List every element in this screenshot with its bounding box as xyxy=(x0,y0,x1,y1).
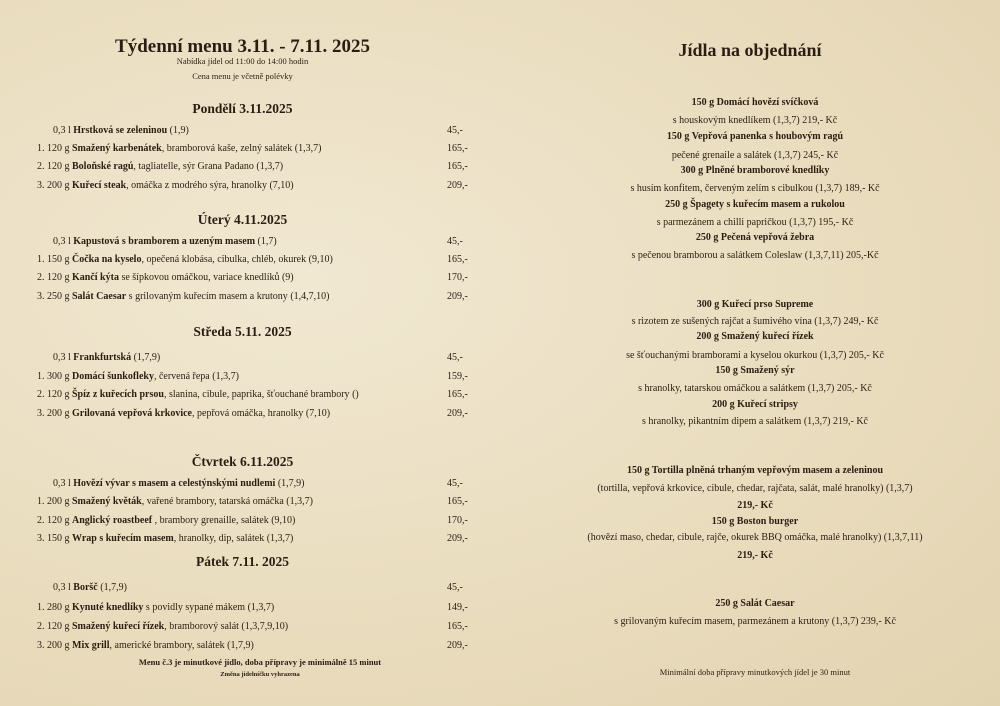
item-portion: 2. 120 g xyxy=(37,515,70,526)
item-description: , červená řepa xyxy=(153,371,210,382)
item-portion: 0,3 l xyxy=(53,582,71,593)
dish-description: s husím konfitem, červeným zelím s cibulkou (1,3,7) 189,- Kč xyxy=(630,183,880,194)
item-allergens: (9,10) xyxy=(271,515,296,526)
item-price: 45,- xyxy=(447,125,463,136)
dish-title: 200 g Kuřecí stripsy xyxy=(712,399,798,410)
item-allergens: (7,10) xyxy=(269,180,294,191)
dish-description: s hranolky, tatarskou omáčkou a salátkem (1,3,7) 205,- Kč xyxy=(638,383,872,394)
item-name: Smažený květák xyxy=(72,496,142,507)
soup-item xyxy=(53,478,500,492)
menu-change-note: Změna jídelníčku vyhrazena xyxy=(220,671,300,678)
item-allergens: (1,7,9) xyxy=(100,582,127,593)
item-description: , hranolky, dip, salátek xyxy=(173,533,265,544)
item-description: , bramborový salát xyxy=(164,621,239,632)
order-menu-column xyxy=(500,0,1000,706)
item-name: Kynuté knedlíky xyxy=(72,602,144,613)
item-allergens: (1,3,7) xyxy=(294,143,322,154)
item-name: Domácí šunkofleky xyxy=(72,371,154,382)
item-description: se šípkovou omáčkou, variace knedlíků xyxy=(118,272,280,283)
item-allergens: (1,7,9) xyxy=(227,640,254,651)
item-price: 149,- xyxy=(447,602,468,613)
item-name: Smažený karbenátek xyxy=(72,143,162,154)
day-header: Čtvrtek 6.11.2025 xyxy=(191,454,294,469)
item-allergens: () xyxy=(352,389,359,400)
item-name: Anglický roastbeef xyxy=(72,515,153,526)
day-header: Úterý 4.11.2025 xyxy=(197,212,288,227)
preparation-note: Menu č.3 je minutkové jídlo, doba přípravy je minimálně 15 minut xyxy=(138,657,382,667)
item-description: s grilovaným kuřecím masem a krutony xyxy=(126,291,288,302)
meal-item xyxy=(37,408,500,422)
item-portion: 0,3 l xyxy=(53,478,71,489)
item-allergens: (1,7,9) xyxy=(133,352,161,363)
dish-title: 250 g Špagety s kuřecím masem a rukolou xyxy=(665,199,845,210)
item-allergens: (1,4,7,10) xyxy=(290,291,330,302)
item-name: Salát Caesar xyxy=(72,291,127,302)
item-allergens: (1,7,9) xyxy=(277,478,305,489)
item-allergens: (1,3,7,9,10) xyxy=(241,621,289,632)
dish-title: 300 g Plněné bramborové knedlíky xyxy=(680,165,830,176)
meal-item xyxy=(37,143,500,157)
item-price: 209,- xyxy=(447,640,468,651)
dish-title: 150 g Domácí hovězí svíčková xyxy=(691,97,819,108)
weekly-menu-title: Týdenní menu 3.11. - 7.11. 2025 xyxy=(115,36,370,57)
meal-item xyxy=(37,180,500,194)
dish-title: 219,- Kč xyxy=(737,550,773,561)
item-allergens: (9) xyxy=(281,272,294,283)
item-allergens: (9,10) xyxy=(308,254,333,265)
item-portion: 2. 120 g xyxy=(37,161,70,172)
meal-item xyxy=(37,515,500,529)
meal-item xyxy=(37,640,500,654)
item-description: , tagliatelle, sýr Grana Padano xyxy=(133,161,254,172)
item-name: Wrap s kuřecím masem xyxy=(72,533,174,544)
item-allergens: (1,3,7) xyxy=(247,602,275,613)
item-price: 165,- xyxy=(447,496,468,507)
item-price: 45,- xyxy=(447,582,463,593)
item-name: Mix grill xyxy=(72,640,110,651)
item-price: 165,- xyxy=(447,621,468,632)
serving-hours: Nabídka jídel od 11:00 do 14:00 hodin xyxy=(176,56,309,66)
dish-title: 250 g Salát Caesar xyxy=(715,598,795,609)
item-name: Kapustová s bramborem a uzeným masem xyxy=(73,236,256,247)
order-menu-title: Jídla na objednání xyxy=(678,40,822,60)
soup-included-note: Cena menu je včetně polévky xyxy=(192,71,293,81)
item-portion: 3. 250 g xyxy=(37,291,70,302)
item-price: 209,- xyxy=(447,180,468,191)
item-portion: 1. 300 g xyxy=(37,371,70,382)
item-name: Čočka na kyselo xyxy=(72,254,142,265)
item-price: 209,- xyxy=(447,291,468,302)
item-price: 170,- xyxy=(447,272,468,283)
meal-item xyxy=(37,389,500,403)
item-description: , omáčka z modrého sýra, hranolky xyxy=(126,180,267,191)
item-price: 165,- xyxy=(447,143,468,154)
item-price: 45,- xyxy=(447,352,463,363)
meal-item xyxy=(37,602,500,616)
item-allergens: (7,10) xyxy=(305,408,331,419)
meal-item xyxy=(37,272,500,286)
day-header: Středa 5.11. 2025 xyxy=(193,324,292,339)
order-menu-footer: Minimální doba přípravy minutkových jídel je 30 minut xyxy=(659,667,851,677)
dish-description: s hranolky, pikantním dipem a salátkem (1,3,7) 219,- Kč xyxy=(642,416,868,427)
item-price: 170,- xyxy=(447,515,468,526)
dish-description: s pečenou bramborou a salátkem Coleslaw (1,3,7,11) 205,-Kč xyxy=(631,250,879,261)
item-name: Boršč xyxy=(73,582,98,593)
dish-title: 150 g Smažený sýr xyxy=(715,365,795,376)
dish-description: s grilovaným kuřecím masem, parmezánem a krutony (1,3,7) 239,- Kč xyxy=(614,616,896,627)
dish-title: 219,- Kč xyxy=(737,500,773,511)
item-portion: 1. 150 g xyxy=(37,254,70,265)
item-portion: 1. 200 g xyxy=(37,496,70,507)
item-allergens: (1,3,7) xyxy=(286,496,313,507)
item-price: 165,- xyxy=(447,389,468,400)
item-price: 209,- xyxy=(447,408,468,419)
meal-item xyxy=(37,371,500,385)
meal-item xyxy=(37,161,500,175)
dish-description: s rizotem ze sušených rajčat a šumivého vína (1,3,7) 249,- Kč xyxy=(631,316,879,327)
dish-title: 150 g Tortilla plněná trhaným vepřovým masem a zeleninou xyxy=(626,465,884,476)
item-price: 165,- xyxy=(447,254,468,265)
item-name: Frankfurtská xyxy=(73,352,132,363)
soup-item xyxy=(53,125,500,139)
dish-title: 250 g Pečená vepřová žebra xyxy=(695,232,815,243)
item-portion: 2. 120 g xyxy=(37,621,70,632)
item-name: Grilovaná vepřová krkovice xyxy=(72,408,192,419)
soup-item xyxy=(53,582,500,596)
meal-item xyxy=(37,621,500,635)
item-description: , brambory grenaille, salátek xyxy=(152,515,269,526)
item-description: s povidly sypané mákem xyxy=(143,602,246,613)
item-portion: 0,3 l xyxy=(53,352,71,363)
dish-description: s parmezánem a chilli papričkou (1,3,7) 195,- Kč xyxy=(656,217,854,228)
item-allergens: (1,9) xyxy=(169,125,189,136)
item-portion: 3. 200 g xyxy=(37,408,70,419)
item-portion: 2. 120 g xyxy=(37,272,70,283)
item-portion: 3. 200 g xyxy=(37,180,70,191)
item-portion: 3. 200 g xyxy=(37,640,70,651)
item-portion: 1. 120 g xyxy=(37,143,70,154)
dish-title: 150 g Boston burger xyxy=(711,516,799,527)
item-price: 45,- xyxy=(447,478,463,489)
soup-item xyxy=(53,236,500,250)
item-portion: 3. 150 g xyxy=(37,533,70,544)
day-header: Pondělí 3.11.2025 xyxy=(192,101,293,116)
item-portion: 0,3 l xyxy=(53,236,71,247)
dish-description: pečené grenaile a salátek (1,3,7) 245,- Kč xyxy=(671,150,839,161)
item-allergens: (1,3,7) xyxy=(266,533,294,544)
item-name: Kančí kýta xyxy=(72,272,119,283)
item-description: , slanina, cibule, paprika, šťouchané brambory xyxy=(163,389,350,400)
item-name: Hrstková se zeleninou xyxy=(73,125,168,136)
dish-title: 200 g Smažený kuřecí řízek xyxy=(696,331,814,342)
dish-title: 300 g Kuřecí prso Supreme xyxy=(696,299,814,310)
meal-item xyxy=(37,291,500,305)
dish-title: 150 g Vepřová panenka s houbovým ragú xyxy=(666,131,844,142)
item-allergens: (1,7) xyxy=(257,236,277,247)
dish-description: (tortilla, vepřová krkovice, cibule, chedar, rajčata, salát, malé hranolky) (1,3,7) xyxy=(597,483,913,494)
item-allergens: (1,3,7) xyxy=(212,371,239,382)
item-price: 209,- xyxy=(447,533,468,544)
item-description: , americké brambory, salátek xyxy=(109,640,225,651)
item-name: Hovězí vývar s masem a celestýnskými nudlemi xyxy=(73,478,276,489)
dish-description: se šťouchanými bramborami a kyselou okurkou (1,3,7) 205,- Kč xyxy=(626,350,884,361)
meal-item xyxy=(37,496,500,510)
meal-item xyxy=(37,533,500,547)
day-header: Pátek 7.11. 2025 xyxy=(196,554,289,569)
item-price: 165,- xyxy=(447,161,468,172)
item-description: , bramborová kaše, zelný salátek xyxy=(161,143,293,154)
item-description: , pepřová omáčka, hranolky xyxy=(192,408,304,419)
soup-item xyxy=(53,352,500,366)
item-name: Smažený kuřecí řízek xyxy=(72,621,165,632)
item-description: , vařené brambory, tatarská omáčka xyxy=(141,496,284,507)
item-allergens: (1,3,7) xyxy=(256,161,284,172)
item-price: 159,- xyxy=(447,371,468,382)
meal-item xyxy=(37,254,500,268)
item-name: Boloňské ragú xyxy=(72,161,134,172)
dish-description: s houskovým knedlíkem (1,3,7) 219,- Kč xyxy=(672,115,838,126)
item-price: 45,- xyxy=(447,236,463,247)
item-portion: 2. 120 g xyxy=(37,389,70,400)
item-portion: 0,3 l xyxy=(53,125,71,136)
item-portion: 1. 280 g xyxy=(37,602,70,613)
item-name: Kuřecí steak xyxy=(72,180,127,191)
item-name: Špíz z kuřecích prsou xyxy=(72,389,164,400)
dish-description: (hovězí maso, chedar, cibule, rajče, okurek BBQ omáčka, malé hranolky) (1,3,7,11) xyxy=(587,532,923,543)
item-description: , opečená klobása, cibulka, chléb, okurek xyxy=(141,254,307,265)
